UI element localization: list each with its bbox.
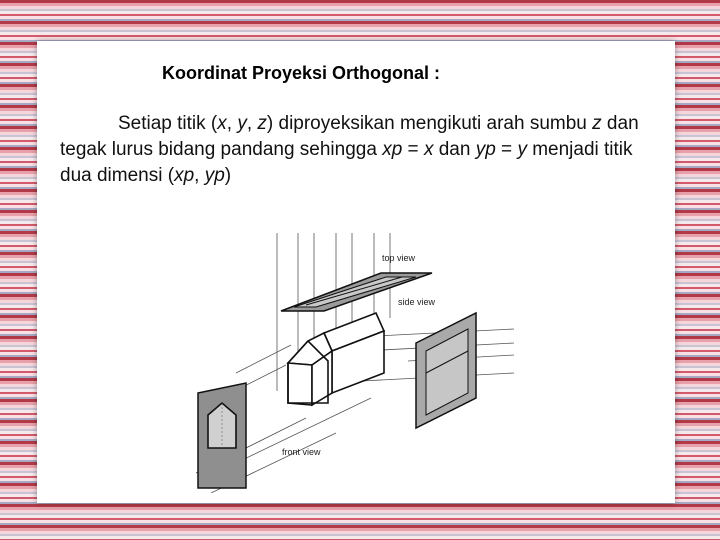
label-top-view: top view — [382, 253, 416, 263]
var-x: x — [423, 139, 434, 160]
label-front-view: front view — [282, 447, 321, 457]
text-run: dan tegak lurus bidang pandang sehingga — [60, 113, 639, 160]
orthogonal-projection-figure — [176, 233, 514, 493]
label-side-view: side view — [398, 297, 436, 307]
text-run: = — [402, 139, 424, 160]
var-z: z — [592, 113, 602, 134]
text-run: , — [194, 165, 205, 186]
var-z: z — [257, 113, 267, 134]
text-run: , — [246, 113, 258, 134]
text-run: Setiap titik ( — [118, 113, 218, 134]
var-y: y — [237, 113, 247, 134]
var-xp: xp — [174, 165, 195, 186]
text-run: = — [495, 139, 518, 160]
var-yp: yp — [475, 139, 496, 160]
body-paragraph — [60, 111, 668, 189]
var-xp: xp — [382, 139, 403, 160]
var-yp: yp — [204, 165, 225, 186]
front-view-plane — [198, 383, 246, 488]
text-run: ) — [224, 165, 232, 186]
text-run: dan — [433, 139, 476, 160]
projection-diagram — [176, 233, 514, 493]
slide — [37, 41, 675, 503]
var-x: x — [217, 113, 227, 134]
slide-title: Koordinat Proyeksi Orthogonal : — [162, 63, 441, 83]
text-run: ) diproyeksikan mengikuti arah sumbu — [266, 113, 593, 134]
side-view-plane — [416, 313, 476, 428]
text-run: , — [226, 113, 238, 134]
var-y: y — [517, 139, 527, 160]
text-run: menjadi titik dua dimensi ( — [60, 139, 633, 186]
